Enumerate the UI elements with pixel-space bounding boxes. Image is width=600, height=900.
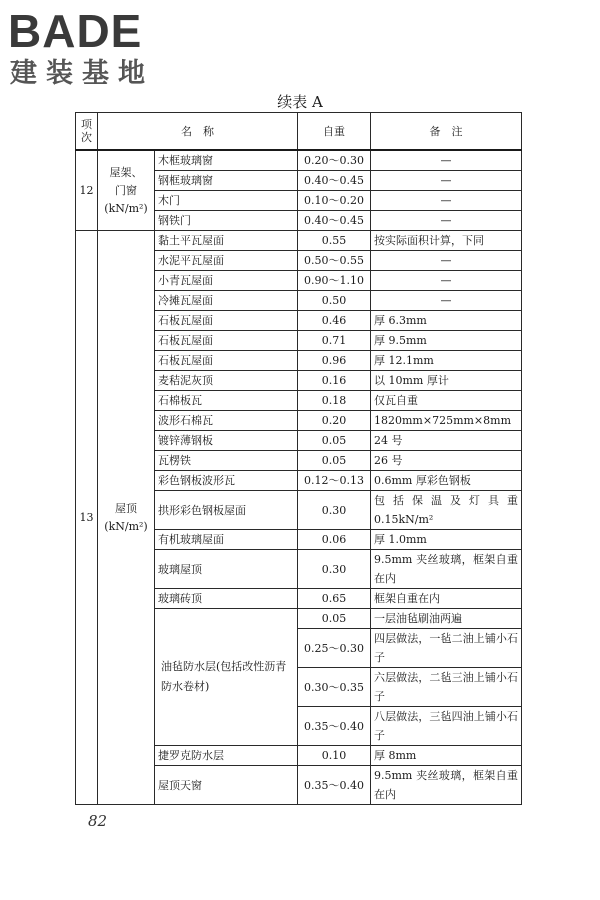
remark: 9.5mm 夹丝玻璃，框架自重在内 — [371, 550, 522, 589]
logo-chinese-text: 建装基地 — [10, 58, 154, 89]
remark: 框架自重在内 — [371, 589, 522, 609]
material-name: 木门 — [155, 191, 298, 211]
weight-value: 0.06 — [298, 530, 371, 550]
material-name: 冷摊瓦屋面 — [155, 291, 298, 311]
material-name: 水泥平瓦屋面 — [155, 251, 298, 271]
material-name: 拱形彩色钢板屋面 — [155, 491, 298, 530]
remark: — — [371, 150, 522, 171]
weight-value: 0.20 — [298, 411, 371, 431]
material-name: 石板瓦屋面 — [155, 331, 298, 351]
remark: — — [371, 171, 522, 191]
category-line: 屋架、 — [109, 165, 143, 179]
weight-value: 0.05 — [298, 451, 371, 471]
material-name: 钢铁门 — [155, 211, 298, 231]
material-name: 镀锌薄钢板 — [155, 431, 298, 451]
remark: 0.6mm 厚彩色钢板 — [371, 471, 522, 491]
remark: — — [371, 251, 522, 271]
remark: 四层做法，一毡二油上铺小石子 — [371, 629, 522, 668]
header-row — [76, 113, 522, 151]
logo-latin-text: BADE — [8, 5, 143, 57]
material-name: 石板瓦屋面 — [155, 311, 298, 331]
remark: 厚 9.5mm — [371, 331, 522, 351]
material-name: 玻璃砖顶 — [155, 589, 298, 609]
remark: 24 号 — [371, 431, 522, 451]
weight-value: 0.50～0.55 — [298, 251, 371, 271]
material-name: 钢框玻璃窗 — [155, 171, 298, 191]
category-unit: (kN/m²) — [104, 519, 148, 533]
weight-value: 0.16 — [298, 371, 371, 391]
weight-value: 0.50 — [298, 291, 371, 311]
load-table — [75, 112, 522, 805]
remark: — — [371, 191, 522, 211]
weight-value: 0.05 — [298, 431, 371, 451]
weight-value: 0.20～0.30 — [298, 150, 371, 171]
table-row — [76, 231, 522, 251]
material-name: 石棉板瓦 — [155, 391, 298, 411]
material-name: 麦秸泥灰顶 — [155, 371, 298, 391]
table-row — [76, 150, 522, 171]
remark: 以 10mm 厚计 — [371, 371, 522, 391]
weight-value: 0.10 — [298, 746, 371, 766]
item-number: 13 — [76, 231, 98, 805]
item-number: 12 — [76, 150, 98, 231]
weight-value: 0.35～0.40 — [298, 707, 371, 746]
remark: 厚 12.1mm — [371, 351, 522, 371]
weight-value: 0.05 — [298, 609, 371, 629]
weight-value: 0.40～0.45 — [298, 211, 371, 231]
weight-value: 0.90～1.10 — [298, 271, 371, 291]
weight-value: 0.30 — [298, 491, 371, 530]
weight-value: 0.30～0.35 — [298, 668, 371, 707]
weight-value: 0.65 — [298, 589, 371, 609]
material-name: 玻璃屋顶 — [155, 550, 298, 589]
remark: 厚 8mm — [371, 746, 522, 766]
remark: 仅瓦自重 — [371, 391, 522, 411]
material-name: 黏土平瓦屋面 — [155, 231, 298, 251]
remark: 按实际面积计算，下同 — [371, 231, 522, 251]
brand-logo — [8, 6, 178, 90]
remark: — — [371, 291, 522, 311]
material-name: 小青瓦屋面 — [155, 271, 298, 291]
remark: 9.5mm 夹丝玻璃，框架自重在内 — [371, 766, 522, 805]
weight-value: 0.71 — [298, 331, 371, 351]
material-name: 瓦楞铁 — [155, 451, 298, 471]
remark: 包括保温及灯具重 0.15kN/m² — [371, 491, 522, 530]
remark: 一层油毡刷油两遍 — [371, 609, 522, 629]
weight-value: 0.12～0.13 — [298, 471, 371, 491]
remark: 26 号 — [371, 451, 522, 471]
category-name — [98, 231, 155, 805]
material-name: 有机玻璃屋面 — [155, 530, 298, 550]
category-line: 门窗 — [115, 183, 137, 197]
remark: 厚 6.3mm — [371, 311, 522, 331]
weight-value: 0.40～0.45 — [298, 171, 371, 191]
table-title: 续表 A — [277, 93, 323, 111]
category-line: 屋顶 — [115, 501, 137, 515]
header-name: 名 称 — [98, 113, 298, 151]
page-number: 82 — [88, 812, 108, 830]
material-name: 波形石棉瓦 — [155, 411, 298, 431]
header-weight: 自重 — [298, 113, 371, 151]
category-name — [98, 150, 155, 231]
remark: — — [371, 211, 522, 231]
weight-value: 0.55 — [298, 231, 371, 251]
category-unit: (kN/m²) — [104, 201, 148, 215]
material-name: 屋顶天窗 — [155, 766, 298, 805]
material-name: 彩色钢板波形瓦 — [155, 471, 298, 491]
material-name: 石板瓦屋面 — [155, 351, 298, 371]
header-index: 项次 — [76, 113, 98, 151]
weight-value: 0.35～0.40 — [298, 766, 371, 805]
remark: — — [371, 271, 522, 291]
remark: 六层做法，二毡三油上铺小石子 — [371, 668, 522, 707]
remark: 八层做法，三毡四油上铺小石子 — [371, 707, 522, 746]
material-name: 木框玻璃窗 — [155, 150, 298, 171]
remark: 1820mm×725mm×8mm — [371, 411, 522, 431]
weight-value: 0.46 — [298, 311, 371, 331]
remark: 厚 1.0mm — [371, 530, 522, 550]
weight-value: 0.96 — [298, 351, 371, 371]
material-name: 油毡防水层(包括改性沥青防水卷材) — [155, 609, 298, 746]
weight-value: 0.25～0.30 — [298, 629, 371, 668]
weight-value: 0.30 — [298, 550, 371, 589]
material-name: 捷罗克防水层 — [155, 746, 298, 766]
weight-value: 0.10～0.20 — [298, 191, 371, 211]
header-remark: 备 注 — [371, 113, 522, 151]
weight-value: 0.18 — [298, 391, 371, 411]
